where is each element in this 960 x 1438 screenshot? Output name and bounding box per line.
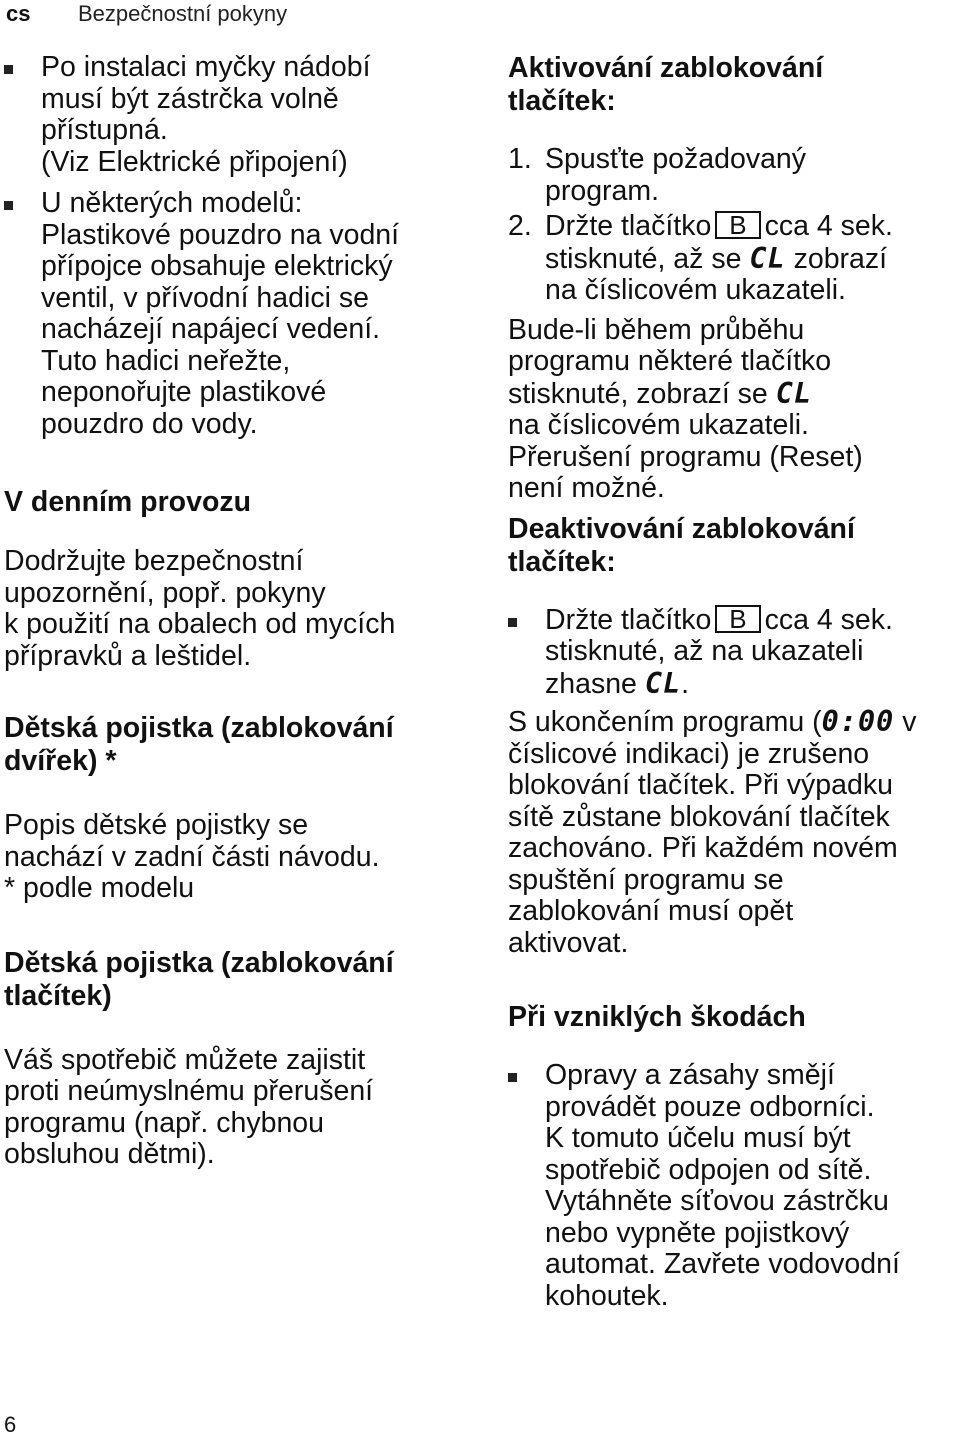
text-daily-use: Dodržujte bezpečnostní upozornění, popř. pokyny k použití na obalech od mycích přípravků a leštidel.	[4, 545, 396, 672]
lcd-cl-icon: CL	[775, 376, 813, 410]
lcd-cl-icon: CL	[749, 241, 786, 275]
key-b-icon: B	[715, 211, 760, 239]
heading-daily-use: V denním provozu	[4, 486, 252, 518]
step-2: 2. Držte tlačítko B cca 4 sek. stisknuté, až se CL zobrazí na číslicovém ukazateli.	[508, 210, 893, 306]
section-title: Bezpečnostní pokyny	[78, 1, 288, 26]
bullet-water-connection: U některých modelů: Plastikové pouzdro na vodní přípojce obsahuje elektrický ventil, v přívodní hadici se nacházejí napájecí vedení. Tuto hadici neřežte, neponořujte plastikové pouzdro do vody.	[4, 188, 472, 440]
step-number: 2.	[508, 210, 532, 242]
heading-activate-lock: Aktivování zablokování tlačítek:	[508, 52, 824, 117]
step-1: 1. Spusťte požadovaný program.	[508, 143, 807, 207]
lcd-time-icon: 0:00	[821, 705, 895, 738]
left-column	[4, 52, 472, 1171]
text-door-lock: Popis dětské pojistky se nachází v zadní části návodu. * podle modelu	[4, 809, 380, 904]
step-number: 1.	[508, 143, 532, 175]
language-code: cs	[6, 1, 31, 26]
bullet-access-plug: Po instalaci myčky nádobí musí být zástrčka volně přístupná. (Viz Elektrické připojení)	[4, 52, 472, 178]
text-program-end: S ukončením programu (0:00 v číslicové indikaci) je zrušeno blokování tlačítek. Při výpadku sítě zůstane blokování tlačítek zachováno. Při každém novém spuštění programu se zablokování musí opět aktivovat.	[508, 705, 917, 959]
heading-deactivate-lock: Deaktivování zablokování tlačítek:	[508, 512, 855, 578]
key-b-icon: B	[715, 605, 760, 633]
safety-bullet-list	[4, 52, 472, 440]
lcd-cl-icon: CL	[644, 666, 682, 700]
bullet-deactivate: Držte tlačítko B cca 4 sek. stisknuté, až na ukazateli zhasne CL.	[508, 605, 960, 701]
bullet-repairs: Opravy a zásahy smějí provádět pouze odborníci. K tomuto účelu musí být spotřebič odpojen od sítě. Vytáhněte síťovou zástrčku nebo vypněte pojistkový automat. Zavřete vodovodní kohoutek.	[508, 1060, 960, 1312]
activation-steps	[508, 144, 960, 307]
right-column	[508, 52, 960, 1312]
page-header	[6, 0, 287, 28]
deactivation-list	[508, 605, 960, 701]
page-number: 6	[4, 1412, 17, 1437]
heading-button-lock: Dětská pojistka (zablokování tlačítek)	[4, 946, 394, 1012]
heading-door-lock: Dětská pojistka (zablokování dvířek) *	[4, 712, 394, 777]
damage-list	[508, 1060, 960, 1312]
text-running-program: Bude-li během průběhu programu některé tlačítko stisknuté, zobrazí se CL na číslicovém ukazateli. Přerušení programu (Reset) není možné.	[508, 313, 863, 504]
text-button-lock: Váš spotřebič můžete zajistit proti neúmyslnému přerušení programu (např. chybnou obsluhou dětmi).	[4, 1043, 374, 1170]
heading-damage: Při vzniklých škodách	[508, 1001, 806, 1033]
